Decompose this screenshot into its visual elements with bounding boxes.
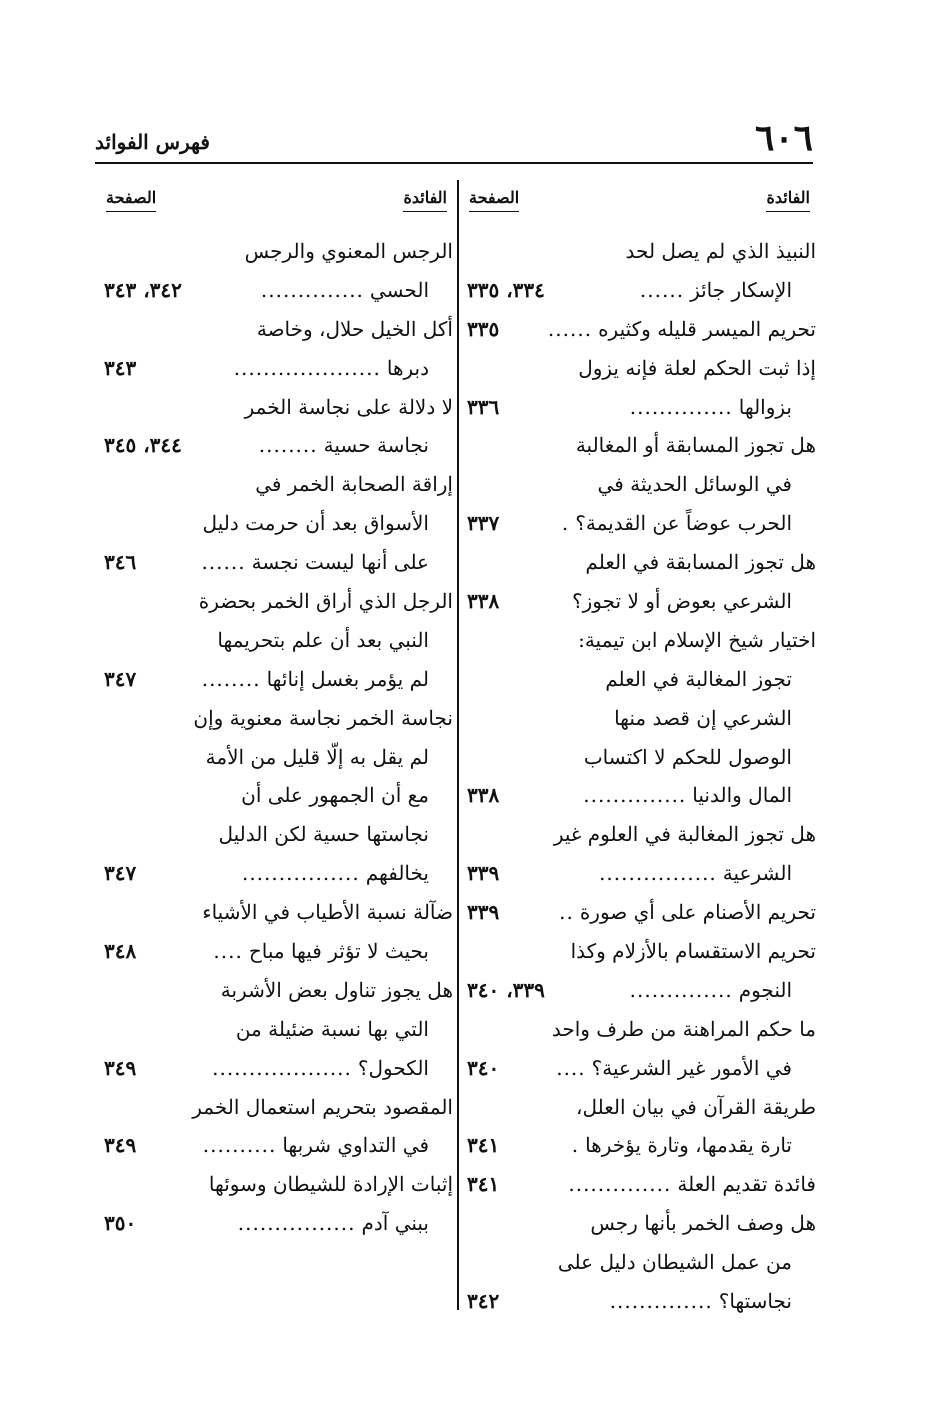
page-reference: ٣٣٥ bbox=[467, 316, 500, 341]
index-column-left bbox=[100, 182, 455, 1243]
index-entry bbox=[463, 815, 818, 893]
index-entry bbox=[100, 1165, 455, 1243]
entry-text: المال والدنيا bbox=[692, 783, 792, 808]
entry-line bbox=[100, 582, 455, 621]
page-heading: الصفحة bbox=[469, 188, 519, 212]
entry-text: إراقة الصحابة الخمر في bbox=[255, 472, 453, 497]
leader-dots: ...... bbox=[547, 316, 593, 341]
page-reference: ٣٤٢ bbox=[467, 1289, 500, 1314]
page-reference: ٣٤٨ bbox=[104, 939, 137, 964]
index-entry bbox=[100, 893, 455, 971]
entry-line bbox=[463, 776, 818, 815]
entry-line bbox=[100, 699, 455, 738]
index-entry bbox=[463, 621, 818, 815]
entry-text: تحريم الأصنام على أي صورة bbox=[579, 900, 816, 925]
page-reference: ٣٣٩ bbox=[467, 900, 500, 925]
leader-dots: .. bbox=[559, 900, 574, 925]
entry-line bbox=[463, 232, 818, 271]
entry-line bbox=[463, 1088, 818, 1127]
page-reference: ٣٣٩ bbox=[467, 861, 500, 886]
entry-text: التي بها نسبة ضئيلة من bbox=[235, 1016, 429, 1041]
entry-text: ما حكم المراهنة من طرف واحد bbox=[551, 1016, 816, 1041]
entry-line bbox=[100, 1049, 455, 1088]
page-reference: ٣٥٠ bbox=[104, 1211, 137, 1236]
page-reference: ٣٣٦ bbox=[467, 394, 500, 419]
entry-text: الأسواق بعد أن حرمت دليل bbox=[202, 511, 429, 536]
leader-dots: ........ bbox=[201, 666, 261, 691]
entry-text: هل يجوز تناول بعض الأشربة bbox=[220, 977, 453, 1002]
entry-line bbox=[463, 1126, 818, 1165]
entry-text: أكل الخيل حلال، وخاصة bbox=[256, 316, 453, 341]
entry-text: دبرها bbox=[386, 355, 429, 380]
entry-line bbox=[463, 1049, 818, 1088]
entry-text: هل وصف الخمر بأنها رجس bbox=[590, 1211, 816, 1236]
index-entry bbox=[100, 465, 455, 582]
entry-text: الوصول للحكم لا اكتساب bbox=[583, 744, 792, 769]
page-reference: ٣٤١ bbox=[467, 1172, 500, 1197]
entry-line bbox=[463, 660, 818, 699]
entry-line bbox=[100, 349, 455, 388]
index-entry bbox=[463, 932, 818, 1010]
page-reference: ٣٤٠ bbox=[467, 1055, 500, 1080]
leader-dots: .... bbox=[213, 939, 243, 964]
index-entry bbox=[463, 1088, 818, 1166]
page-reference: ٣٤١ bbox=[467, 1133, 500, 1158]
entry-line bbox=[463, 699, 818, 738]
page-heading: الصفحة bbox=[106, 188, 156, 212]
page-reference: ٣٤٤، ٣٤٥ bbox=[104, 433, 182, 458]
entry-line bbox=[100, 388, 455, 427]
entries-list-right bbox=[463, 232, 818, 1321]
entry-text: لا دلالة على نجاسة الخمر bbox=[244, 394, 453, 419]
entry-text: في الأمور غير الشرعية؟ bbox=[591, 1055, 792, 1080]
leader-dots: .............. bbox=[260, 277, 364, 302]
page-reference: ٣٣٤، ٣٣٥ bbox=[467, 277, 545, 302]
entry-line bbox=[463, 971, 818, 1010]
page-reference: ٣٣٩، ٣٤٠ bbox=[467, 977, 545, 1002]
leader-dots: ........ bbox=[258, 433, 318, 458]
leader-dots: .... bbox=[556, 1055, 586, 1080]
leader-dots: ...... bbox=[201, 550, 246, 575]
entry-line bbox=[100, 310, 455, 349]
entry-line bbox=[463, 854, 818, 893]
index-entry bbox=[463, 1165, 818, 1204]
entry-line bbox=[463, 504, 818, 543]
entry-line bbox=[463, 621, 818, 660]
entry-text: هل تجوز المسابقة أو المغالبة bbox=[575, 433, 816, 458]
entry-line bbox=[100, 738, 455, 777]
leader-dots: .............. bbox=[629, 977, 733, 1002]
index-entry bbox=[100, 582, 455, 699]
column-divider bbox=[457, 180, 459, 1310]
entry-line bbox=[100, 660, 455, 699]
entry-text: الشرعي بعوض أو لا تجوز؟ bbox=[572, 589, 792, 614]
entry-line bbox=[463, 1204, 818, 1243]
entry-line bbox=[463, 426, 818, 465]
leader-dots: .............. bbox=[629, 394, 733, 419]
entry-line bbox=[463, 271, 818, 310]
page-reference: ٣٣٨ bbox=[467, 783, 500, 808]
entry-line bbox=[100, 776, 455, 815]
entry-text: هل تجوز المغالبة في العلوم غير bbox=[553, 822, 816, 847]
leader-dots: ................ bbox=[599, 861, 717, 886]
entry-text: تجوز المغالبة في العلم bbox=[605, 666, 792, 691]
entry-line bbox=[463, 932, 818, 971]
index-entry bbox=[100, 971, 455, 1088]
leader-dots: .................... bbox=[233, 355, 381, 380]
entry-line bbox=[100, 465, 455, 504]
entry-line bbox=[100, 543, 455, 582]
entry-text: يخالفهم bbox=[365, 861, 429, 886]
index-entry bbox=[463, 232, 818, 310]
entry-text: فائدة تقديم العلة bbox=[677, 1172, 816, 1197]
entry-text: لم يؤمر بغسل إنائها bbox=[266, 666, 429, 691]
entry-text: في التداوي شربها bbox=[282, 1133, 429, 1158]
entry-text: الرجل الذي أراق الخمر بحضرة bbox=[198, 589, 453, 614]
entry-text: النبيذ الذي لم يصل لحد bbox=[625, 239, 816, 263]
page-reference: ٣٤٣ bbox=[104, 355, 137, 380]
index-entry bbox=[463, 1204, 818, 1321]
entry-text: الشرعي إن قصد منها bbox=[614, 705, 792, 730]
entry-line bbox=[100, 1088, 455, 1127]
index-entry bbox=[100, 232, 455, 310]
entry-text: لم يقل به إلّا قليل من الأمة bbox=[205, 744, 429, 769]
entry-text: نجاسة حسية bbox=[323, 433, 429, 458]
benefit-heading: الفائدة bbox=[403, 188, 447, 212]
page-header bbox=[95, 112, 813, 164]
entry-line bbox=[100, 504, 455, 543]
entry-text: إثبات الإرادة للشيطان وسوئها bbox=[208, 1172, 453, 1197]
entry-text: الشرعية bbox=[722, 861, 792, 886]
index-entry bbox=[463, 893, 818, 932]
leader-dots: ................ bbox=[237, 1211, 356, 1236]
index-entry bbox=[463, 426, 818, 543]
entry-text: الحرب عوضاً عن القديمة؟ bbox=[575, 511, 792, 536]
entry-text: ضآلة نسبة الأطياب في الأشياء bbox=[202, 900, 453, 925]
leader-dots: .............. bbox=[609, 1289, 713, 1314]
entry-text: المقصود بتحريم استعمال الخمر bbox=[192, 1094, 453, 1119]
page-reference: ٣٣٨ bbox=[467, 589, 500, 614]
entry-text: اختيار شيخ الإسلام ابن تيمية: bbox=[578, 627, 816, 652]
page-number: ٦٠٦ bbox=[754, 117, 813, 159]
entry-text: طريقة القرآن في بيان العلل، bbox=[576, 1094, 816, 1119]
entry-line bbox=[463, 815, 818, 854]
entry-text: إذا ثبت الحكم لعلة فإنه يزول bbox=[578, 355, 816, 380]
entry-line bbox=[463, 310, 818, 349]
entry-text: الرجس المعنوي والرجس bbox=[244, 239, 453, 263]
leader-dots: ................... bbox=[212, 1055, 352, 1080]
entry-line bbox=[463, 1282, 818, 1321]
entry-line bbox=[463, 1010, 818, 1049]
running-title: فهرس الفوائد bbox=[95, 130, 210, 154]
index-entry bbox=[100, 388, 455, 466]
entry-line bbox=[463, 582, 818, 621]
leader-dots: .............. bbox=[568, 1172, 672, 1197]
entry-line bbox=[463, 388, 818, 427]
page-reference: ٣٤٩ bbox=[104, 1133, 137, 1158]
entry-text: تارة يقدمها، وتارة يؤخرها bbox=[585, 1133, 792, 1158]
entry-line bbox=[100, 232, 455, 271]
index-entry bbox=[463, 349, 818, 427]
entry-text: هل تجوز المسابقة في العلم bbox=[585, 550, 816, 575]
entry-line bbox=[463, 1243, 818, 1282]
entry-text: نجاستها؟ bbox=[718, 1289, 792, 1314]
entry-line bbox=[100, 893, 455, 932]
entry-line bbox=[100, 1010, 455, 1049]
entry-text: الكحول؟ bbox=[357, 1055, 429, 1080]
entry-text: ببني آدم bbox=[361, 1211, 429, 1236]
page-reference: ٣٤٦ bbox=[104, 550, 137, 575]
entry-text: الحسي bbox=[369, 277, 429, 302]
index-entry bbox=[463, 310, 818, 349]
index-entry bbox=[100, 310, 455, 388]
index-entry bbox=[463, 543, 818, 621]
leader-dots: ................ bbox=[241, 861, 360, 886]
entry-line bbox=[463, 738, 818, 777]
page-reference: ٣٤٧ bbox=[104, 666, 137, 691]
entry-text: بحيث لا تؤثر فيها مباح bbox=[248, 939, 429, 964]
index-entry bbox=[100, 699, 455, 893]
leader-dots: .............. bbox=[583, 783, 687, 808]
page-reference: ٣٤٧ bbox=[104, 861, 137, 886]
leader-dots: . bbox=[571, 1133, 580, 1158]
entry-text: تحريم الاستقسام بالأزلام وكذا bbox=[570, 939, 816, 964]
column-header-left bbox=[100, 182, 455, 224]
entry-line bbox=[100, 1204, 455, 1243]
entry-line bbox=[100, 621, 455, 660]
entry-text: النبي بعد أن علم بتحريمها bbox=[217, 627, 429, 652]
entry-text: على أنها ليست نجسة bbox=[251, 550, 429, 575]
entry-line bbox=[100, 1165, 455, 1204]
index-entry bbox=[100, 1088, 455, 1166]
leader-dots: . bbox=[561, 511, 570, 536]
entry-line bbox=[463, 543, 818, 582]
entry-text: في الوسائل الحديثة في bbox=[597, 472, 792, 497]
leader-dots: .......... bbox=[202, 1133, 277, 1158]
page-reference: ٣٤٩ bbox=[104, 1055, 137, 1080]
entry-line bbox=[463, 465, 818, 504]
entry-line bbox=[100, 426, 455, 465]
page-reference: ٣٤٢، ٣٤٣ bbox=[104, 277, 182, 302]
entry-text: تحريم الميسر قليله وكثيره bbox=[598, 316, 816, 341]
index-column-right bbox=[463, 182, 818, 1321]
entry-line bbox=[463, 893, 818, 932]
column-header-right bbox=[463, 182, 818, 224]
entry-line bbox=[100, 271, 455, 310]
entry-text: مع أن الجمهور على أن bbox=[241, 783, 429, 808]
entry-line bbox=[100, 932, 455, 971]
entry-line bbox=[100, 815, 455, 854]
entry-line bbox=[100, 1126, 455, 1165]
entry-text: النجوم bbox=[738, 977, 792, 1002]
entries-list-left bbox=[100, 232, 455, 1243]
entry-line bbox=[463, 349, 818, 388]
entry-line bbox=[100, 854, 455, 893]
benefit-heading: الفائدة bbox=[766, 188, 810, 212]
leader-dots: ...... bbox=[639, 277, 685, 302]
page-reference: ٣٣٧ bbox=[467, 511, 500, 536]
entry-text: بزوالها bbox=[738, 394, 792, 419]
entry-line bbox=[100, 971, 455, 1010]
entry-text: الإسكار جائز bbox=[690, 277, 792, 302]
entry-text: نجاستها حسية لكن الدليل bbox=[218, 822, 429, 847]
entry-text: من عمل الشيطان دليل على bbox=[557, 1250, 792, 1275]
entry-text: نجاسة الخمر نجاسة معنوية وإن bbox=[193, 705, 453, 730]
entry-line bbox=[463, 1165, 818, 1204]
index-entry bbox=[463, 1010, 818, 1088]
